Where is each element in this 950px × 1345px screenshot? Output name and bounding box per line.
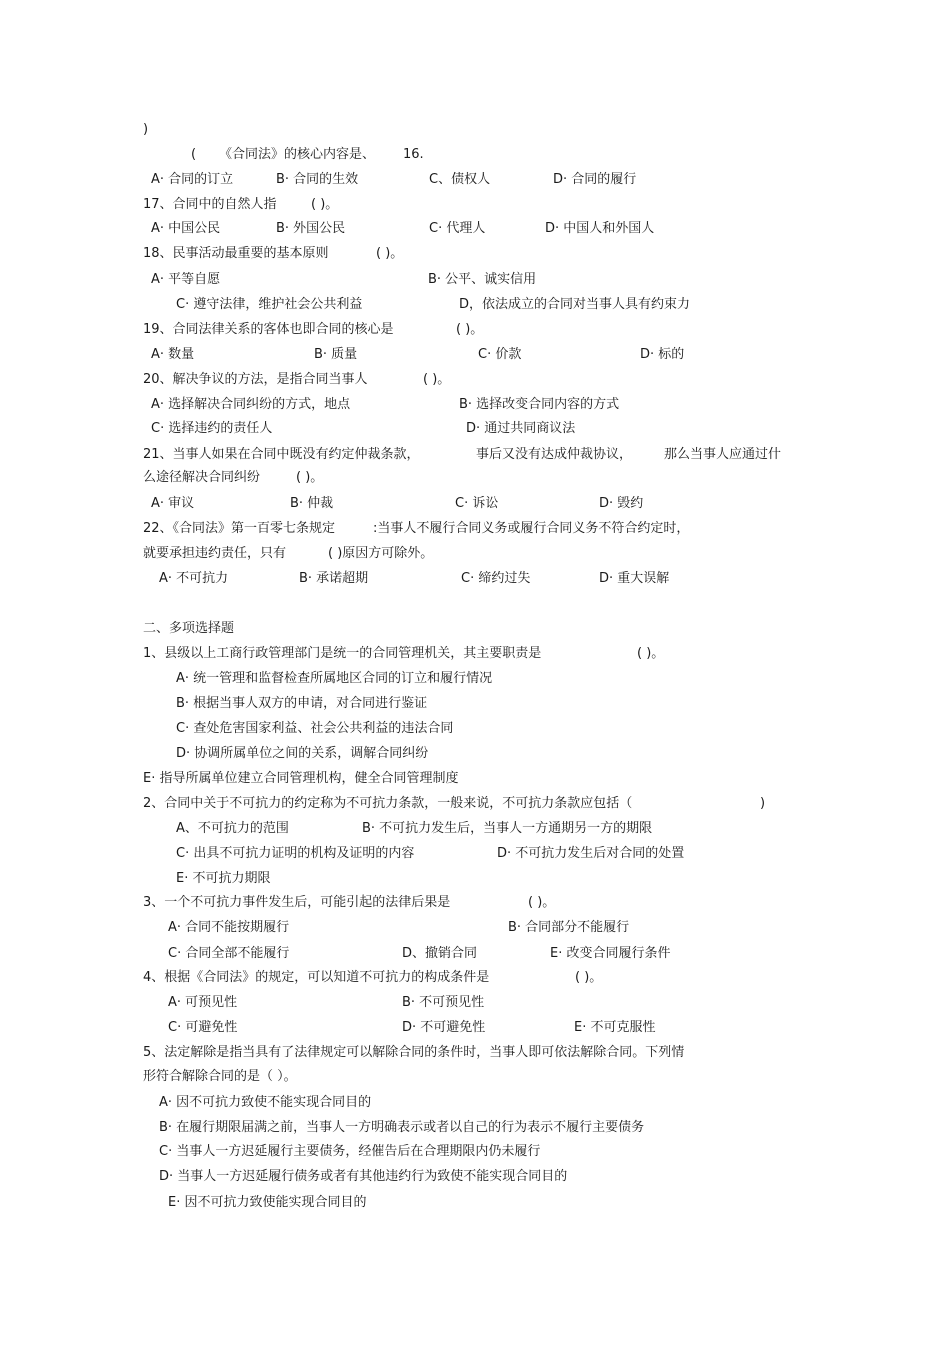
m4-option-c: C· 可避免性 <box>168 1020 238 1035</box>
m1-option-c: C· 查处危害国家利益、社会公共利益的违法合同 <box>176 721 454 736</box>
q21-stem-part-b: 事后又没有达成仲裁协议， <box>476 447 633 462</box>
m2-close-paren: ) <box>760 796 766 811</box>
q17-option-b: B· 外国公民 <box>276 221 346 236</box>
q19-option-a: A· 数量 <box>151 347 195 362</box>
m4-option-e: E· 不可克服性 <box>574 1020 656 1035</box>
q20-option-d: D· 通过共同商议法 <box>466 421 576 436</box>
q16-open-paren: ( <box>191 147 197 162</box>
q21-blank: ( )。 <box>296 470 324 485</box>
q17-option-a: A· 中国公民 <box>151 221 221 236</box>
q19-stem: 19、合同法律关系的客体也即合同的核心是 <box>143 322 394 337</box>
m5-stem-line2: 形符合解除合同的是（ ）。 <box>143 1069 297 1084</box>
m5-option-b: B· 在履行期限届满之前，当事人一方明确表示或者以自己的行为表示不履行主要债务 <box>159 1120 645 1135</box>
m2-option-e: E· 不可抗力期限 <box>176 871 271 886</box>
q21-option-d: D· 毁约 <box>599 496 644 511</box>
q18-blank: ( )。 <box>376 246 404 261</box>
m4-stem: 4、根据《合同法》的规定，可以知道不可抗力的构成条件是 <box>143 970 490 985</box>
q17-blank: ( )。 <box>311 197 339 212</box>
m1-option-e: E· 指导所属单位建立合同管理机构，健全合同管理制度 <box>143 771 459 786</box>
q22-option-b: B· 承诺超期 <box>299 571 369 586</box>
m1-option-b: B· 根据当事人双方的申请，对合同进行鉴证 <box>176 696 428 711</box>
q20-option-c: C· 选择违约的责任人 <box>151 421 273 436</box>
q19-option-d: D· 标的 <box>640 347 685 362</box>
m1-blank: ( )。 <box>637 646 665 661</box>
m3-option-e: E· 改变合同履行条件 <box>550 946 671 961</box>
q21-option-c: C· 诉讼 <box>455 496 499 511</box>
m1-stem: 1、县级以上工商行政管理部门是统一的合同管理机关，其主要职责是 <box>143 646 542 661</box>
q17-stem: 17、合同中的自然人指 <box>143 197 277 212</box>
q19-option-c: C· 价款 <box>478 347 522 362</box>
q22-stem-part-a: 22、《合同法》第一百零七条规定 <box>143 521 336 536</box>
q22-blank: ( )原因方可除外。 <box>328 546 434 561</box>
m4-option-a: A· 可预见性 <box>168 995 238 1010</box>
m5-option-d: D· 当事人一方迟延履行债务或者有其他违约行为致使不能实现合同目的 <box>159 1169 568 1184</box>
m3-stem: 3、一个不可抗力事件发生后，可能引起的法律后果是 <box>143 895 451 910</box>
section-heading: 二、多项选择题 <box>143 621 235 636</box>
m1-option-a: A· 统一管理和监督检查所属地区合同的订立和履行情况 <box>176 671 493 686</box>
q21-stem-part-d: 么途径解决合同纠纷 <box>143 470 261 485</box>
q21-stem-part-a: 21、当事人如果在合同中既没有约定仲裁条款， <box>143 447 420 462</box>
q22-option-c: C· 缔约过失 <box>461 571 531 586</box>
q17-option-c: C· 代理人 <box>429 221 486 236</box>
q16-option-a: A· 合同的订立 <box>151 172 234 187</box>
m3-option-b: B· 合同部分不能履行 <box>508 920 630 935</box>
q18-stem: 18、民事活动最重要的基本原则 <box>143 246 329 261</box>
q22-option-a: A· 不可抗力 <box>159 571 229 586</box>
q19-option-b: B· 质量 <box>314 347 358 362</box>
m3-option-d: D、撤销合同 <box>402 946 478 961</box>
m2-option-b: B· 不可抗力发生后，当事人一方通期另一方的期限 <box>362 821 653 836</box>
q17-option-d: D· 中国人和外国人 <box>545 221 655 236</box>
m2-option-d: D· 不可抗力发生后对合同的处置 <box>497 846 685 861</box>
q20-option-a: A· 选择解决合同纠纷的方式，地点 <box>151 397 351 412</box>
q22-option-d: D· 重大误解 <box>599 571 670 586</box>
m1-option-d: D· 协调所属单位之间的关系，调解合同纠纷 <box>176 746 429 761</box>
q16-option-c: C、债权人 <box>429 172 491 187</box>
m3-option-a: A· 合同不能按期履行 <box>168 920 290 935</box>
q20-blank: ( )。 <box>423 372 451 387</box>
m2-option-a: A、不可抗力的范围 <box>176 821 289 836</box>
m5-stem-line1: 5、法定解除是指当具有了法律规定可以解除合同的条件时，当事人即可依法解除合同。下列情 <box>143 1045 685 1060</box>
m3-blank: ( )。 <box>528 895 556 910</box>
m4-blank: ( )。 <box>575 970 603 985</box>
q21-option-b: B· 仲裁 <box>290 496 334 511</box>
q20-stem: 20、解决争议的方法，是指合同当事人 <box>143 372 368 387</box>
q20-option-b: B· 选择改变合同内容的方式 <box>459 397 620 412</box>
m2-option-c: C· 出具不可抗力证明的机构及证明的内容 <box>176 846 415 861</box>
leading-paren: ) <box>143 122 149 137</box>
q22-stem-part-c: 就要承担违约责任，只有 <box>143 546 287 561</box>
m4-option-d: D· 不可避免性 <box>402 1020 486 1035</box>
m5-option-c: C· 当事人一方迟延履行主要债务，经催告后在合理期限内仍未履行 <box>159 1144 541 1159</box>
m5-option-a: A· 因不可抗力致使不能实现合同目的 <box>159 1095 372 1110</box>
q16-option-b: B· 合同的生效 <box>276 172 359 187</box>
m5-option-e: E· 因不可抗力致使能实现合同目的 <box>168 1195 367 1210</box>
q21-stem-part-c: 那么当事人应通过什 <box>664 447 782 462</box>
q18-option-d: D，依法成立的合同对当事人具有约束力 <box>459 297 691 312</box>
q16-option-d: D· 合同的履行 <box>553 172 637 187</box>
m2-stem: 2、合同中关于不可抗力的约定称为不可抗力条款，一般来说，不可抗力条款应包括（ <box>143 796 633 811</box>
q16-stem: 《合同法》的核心内容是、 <box>219 147 376 162</box>
q16-number: 16. <box>403 147 424 162</box>
m3-option-c: C· 合同全部不能履行 <box>168 946 290 961</box>
q19-blank: ( )。 <box>456 322 484 337</box>
m4-option-b: B· 不可预见性 <box>402 995 485 1010</box>
q22-stem-part-b: :当事人不履行合同义务或履行合同义务不符合约定时， <box>373 521 690 536</box>
q18-option-b: B· 公平、诚实信用 <box>428 272 537 287</box>
q21-option-a: A· 审议 <box>151 496 195 511</box>
q18-option-a: A· 平等自愿 <box>151 272 221 287</box>
q18-option-c: C· 遵守法律，维护社会公共利益 <box>176 297 363 312</box>
